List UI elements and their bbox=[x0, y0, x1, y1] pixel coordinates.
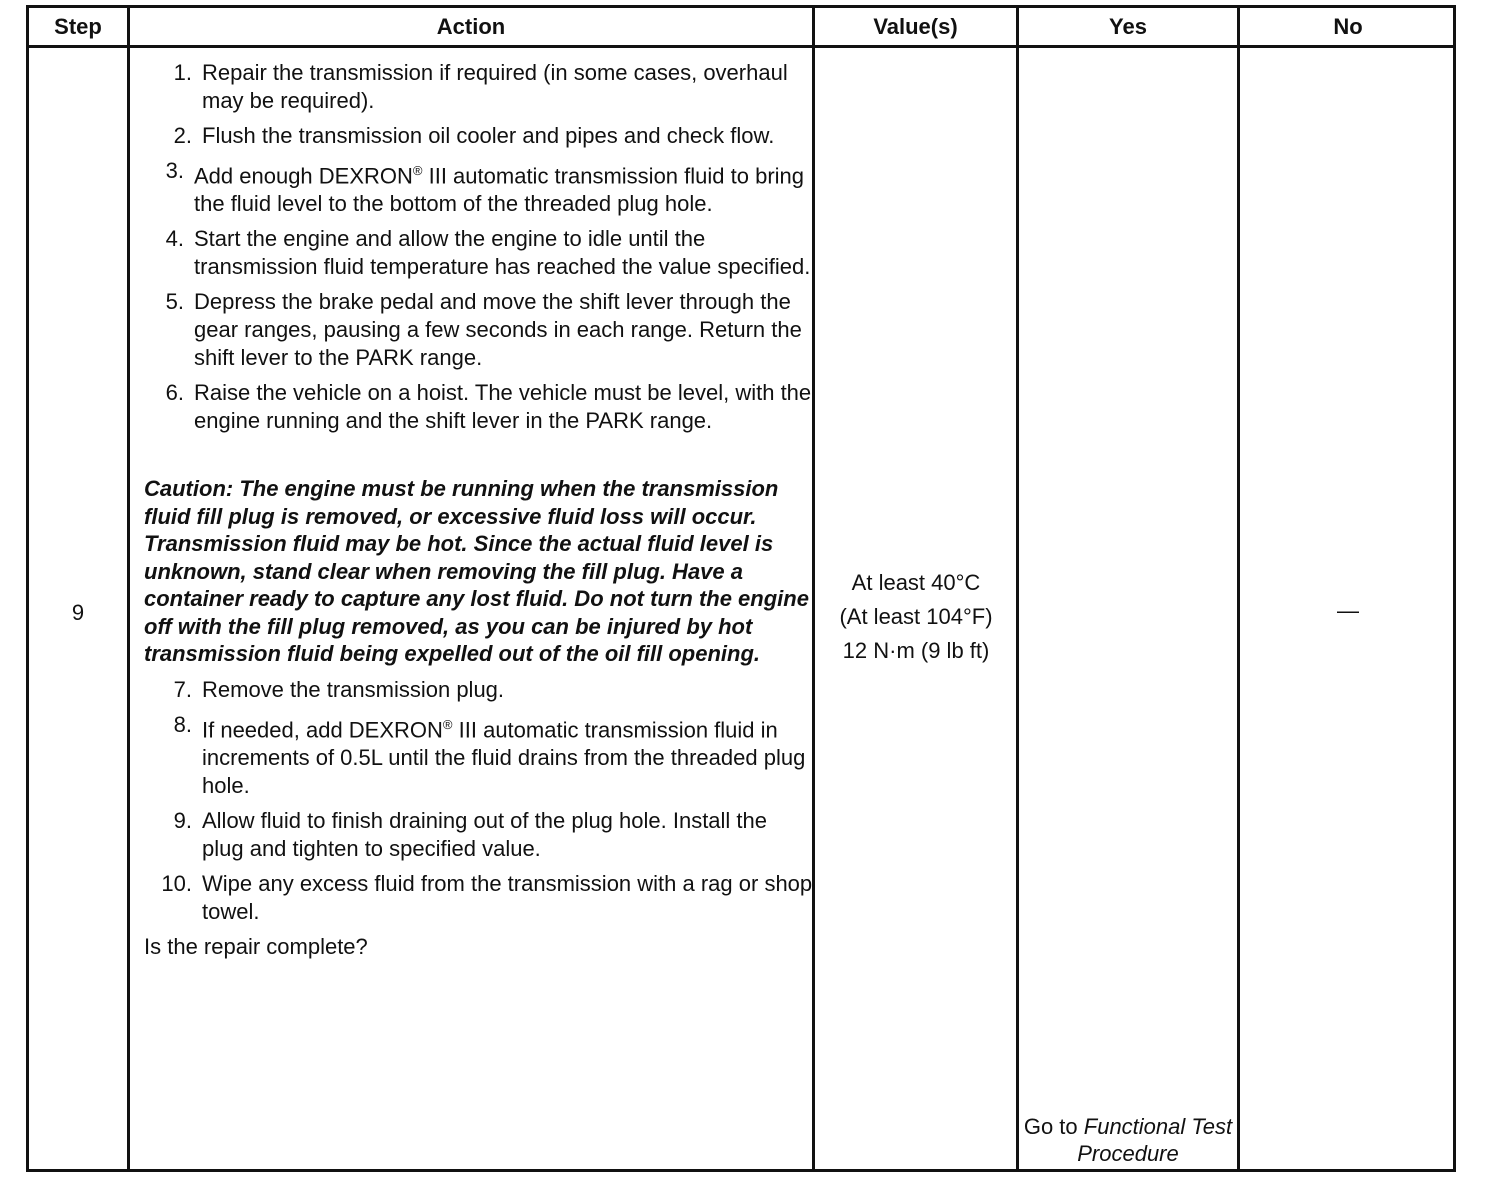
item-text: Remove the transmission plug. bbox=[202, 676, 505, 702]
value-temp-c: At least 40°C bbox=[851, 570, 981, 595]
action-cell bbox=[144, 59, 814, 961]
list-item bbox=[144, 288, 814, 372]
item-number: 9. bbox=[173, 808, 192, 834]
item-number: 1. bbox=[173, 60, 192, 85]
item-number: 4. bbox=[165, 226, 184, 252]
item-number: 2. bbox=[173, 123, 192, 148]
item-text bbox=[194, 157, 814, 218]
yes-prefix: Go to bbox=[1023, 1114, 1084, 1139]
list-item bbox=[144, 870, 814, 926]
item-text-part: Add enough DEXRON bbox=[194, 163, 413, 189]
item-text: Wipe any excess fluid from the transmission with a rag or shop towel. bbox=[202, 871, 813, 925]
list-item bbox=[144, 157, 814, 218]
item-text: Raise the vehicle on a hoist. The vehicle must be level, with the engine running and the shift lever in the PARK range. bbox=[194, 380, 812, 434]
item-text-part: If needed, add DEXRON bbox=[202, 717, 443, 743]
value-temp-f: (At least 104°F) bbox=[839, 604, 993, 629]
no-cell: — bbox=[1337, 598, 1359, 623]
caution-note: Caution: The engine must be running when the transmission fluid fill plug is removed, or excessive fluid loss will occur. Transmission fluid may be hot. Since the actual fluid level is unknown, stand clear when removing the fill plug. Have a container ready to capture any lost fluid. Do not turn the engine off with the fill plug removed, as you can be injured by hot transmission fluid being expelled out of the oil fill opening. bbox=[144, 476, 809, 667]
column-divider bbox=[1016, 8, 1019, 1169]
header-step: Step bbox=[54, 14, 102, 39]
procedure-table bbox=[26, 5, 1456, 1172]
header-action: Action bbox=[436, 14, 506, 39]
item-number: 10. bbox=[161, 871, 192, 897]
step-number: 9 bbox=[71, 600, 85, 625]
header-no: No bbox=[1333, 14, 1363, 39]
values-cell bbox=[816, 566, 1016, 668]
header-divider bbox=[29, 45, 1453, 48]
question-text: Is the repair complete? bbox=[144, 934, 368, 960]
list-item bbox=[144, 807, 814, 863]
item-text: Flush the transmission oil cooler and pipes and check flow. bbox=[202, 123, 775, 148]
item-text: Repair the transmission if required (in some cases, overhaul may be required). bbox=[202, 60, 788, 113]
list-item bbox=[144, 225, 814, 281]
yes-cell bbox=[1019, 1113, 1237, 1167]
item-text: Allow fluid to finish draining out of the plug hole. Install the plug and tighten to specified value. bbox=[202, 808, 768, 862]
header-yes: Yes bbox=[1109, 14, 1147, 39]
item-text: Depress the brake pedal and move the shift lever through the gear ranges, pausing a few seconds in each range. Return the shift lever to the PARK range. bbox=[194, 289, 802, 371]
list-item bbox=[144, 122, 814, 150]
item-text bbox=[202, 711, 814, 800]
item-number: 7. bbox=[173, 676, 192, 702]
item-text-part: III automatic transmission fluid to bring the fluid level to the bottom of the threaded plug hole. bbox=[194, 163, 804, 217]
registered-mark: ® bbox=[442, 716, 453, 732]
item-number: 5. bbox=[165, 289, 184, 315]
registered-mark: ® bbox=[412, 163, 423, 178]
list-item bbox=[144, 379, 814, 435]
list-item bbox=[144, 711, 814, 800]
item-number: 3. bbox=[165, 158, 184, 183]
column-divider bbox=[127, 8, 130, 1169]
value-torque: 12 N·m (9 lb ft) bbox=[842, 638, 990, 663]
functional-test-link[interactable]: Functional Test Procedure bbox=[1077, 1114, 1233, 1166]
item-number: 6. bbox=[165, 380, 184, 406]
item-text: Start the engine and allow the engine to idle until the transmission fluid temperature has reached the value specified. bbox=[194, 226, 811, 280]
header-values: Value(s) bbox=[873, 14, 958, 39]
list-item bbox=[144, 59, 814, 115]
item-text-part: III automatic transmission fluid in increments of 0.5L until the fluid drains from the threaded plug hole. bbox=[202, 717, 806, 799]
list-item bbox=[144, 676, 814, 704]
column-divider bbox=[1237, 8, 1240, 1169]
item-number: 8. bbox=[173, 711, 192, 737]
